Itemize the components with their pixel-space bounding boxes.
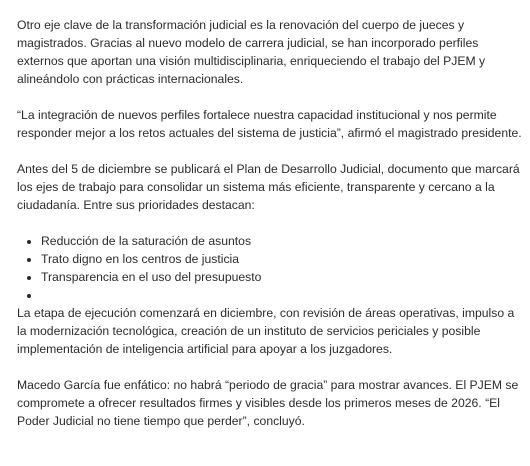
paragraph-judges-renewal: Otro eje clave de la transformación judicial es la renovación del cuerpo de jueces y magistrados. Gracias al nuevo modelo de carrera judicial, se han incorporado perfiles externos que aportan una visión multidisciplinaria, enriqueciendo el trabajo del PJEM y alineándolo con prácticas internacionales.	[17, 18, 486, 86]
paragraph-execution-stage: La etapa de ejecución comenzará en diciembre, con revisión de áreas operativas, impulso a la modernización tecnológica, creación de un instituto de servicios periciales y posible implementación de inteligencia artificial para apoyar a los juzgadores.	[17, 306, 515, 356]
list-item: • Reducción de la saturación de asuntos	[41, 232, 522, 250]
list-item: • Trato digno en los centros de justicia	[41, 250, 522, 268]
paragraph-quote-magistrate: “La integración de nuevos perfiles fortalece nuestra capacidad institucional y nos permite responder mejor a los retos actuales del sistema de justicia”, afirmó el magistrado presidente.	[17, 108, 522, 140]
paragraph-closing-statement: Macedo García fue enfático: no habrá “periodo de gracia” para mostrar avances. El PJEM se compromete a ofrecer resultados firmes y visibles desde los primeros meses de 2026. “El Poder Judicial no tiene tiempo que perder”, concluyó.	[17, 378, 519, 428]
list-item	[41, 286, 522, 304]
priorities-list	[17, 232, 522, 304]
paragraph-development-plan: Antes del 5 de diciembre se publicará el Plan de Desarrollo Judicial, documento que marcará los ejes de trabajo para consolidar un sistema más eficiente, transparente y cercano a la ciudadanía. Entre sus prioridades destacan:	[17, 162, 520, 212]
list-item: • Transparencia en el uso del presupuesto	[41, 268, 522, 286]
